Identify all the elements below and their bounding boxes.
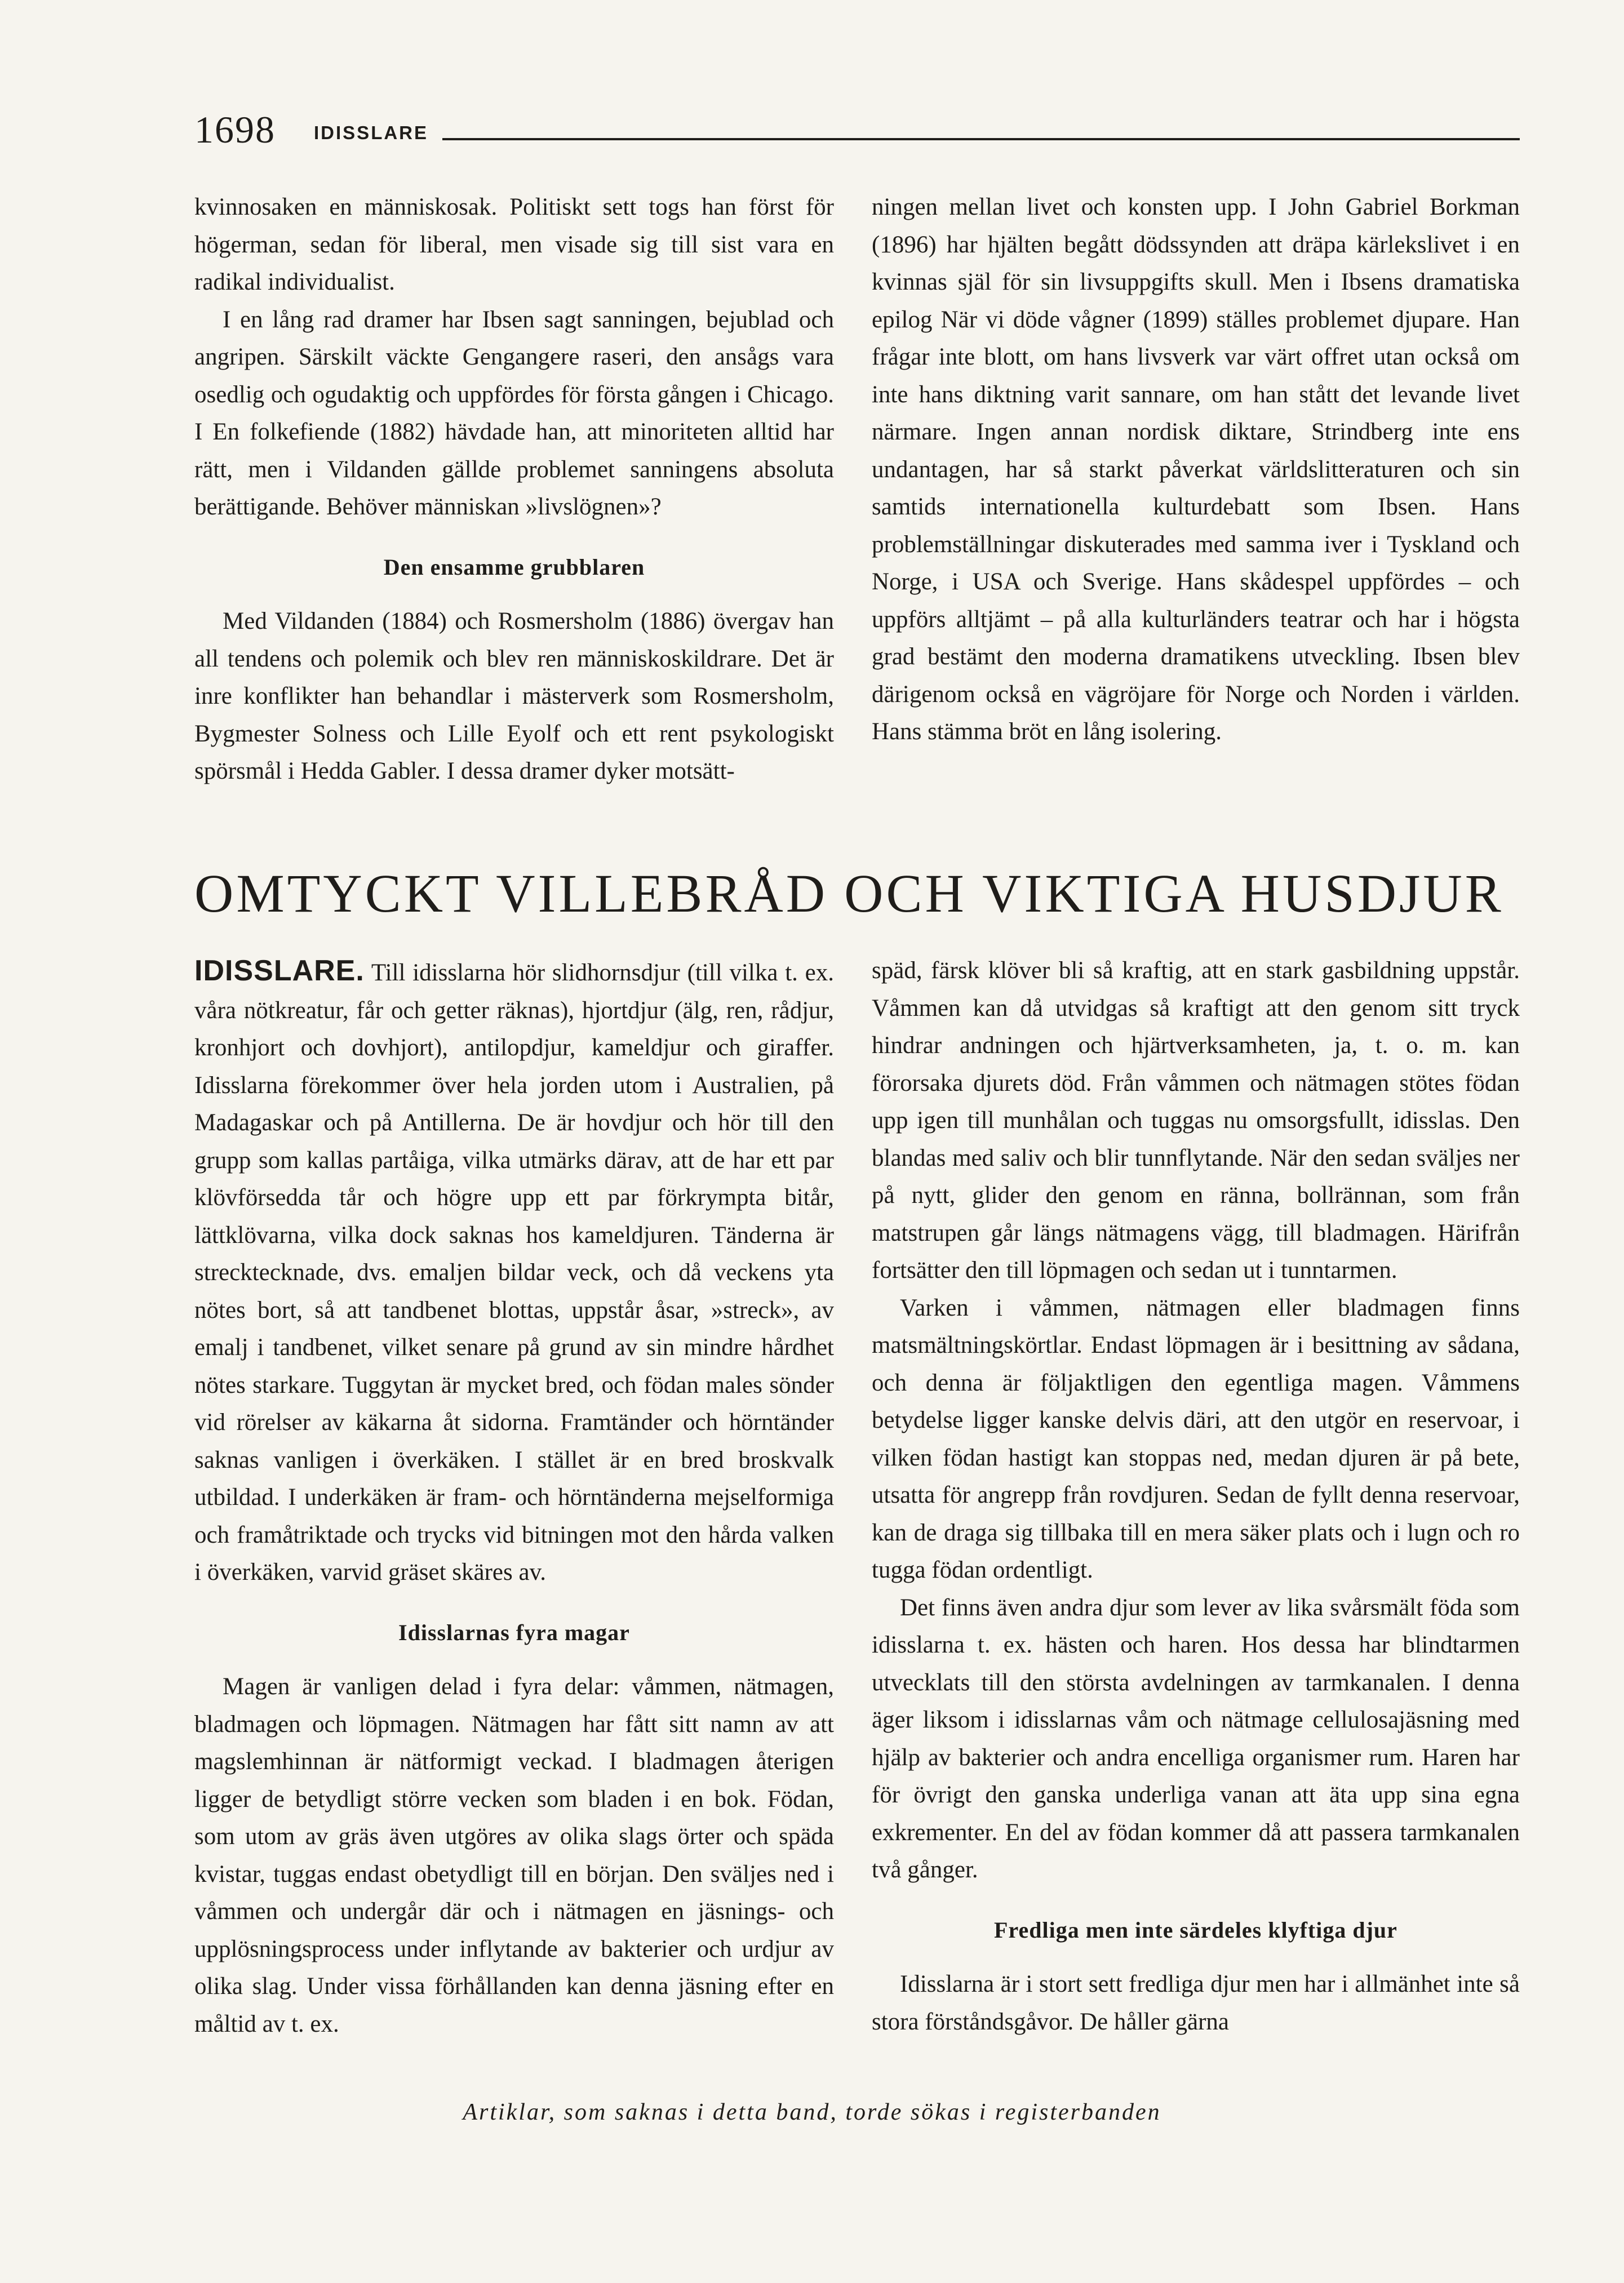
paragraph: Varken i våmmen, nätmagen eller bladmagen finns matsmältningskörtlar. Endast löpmagen är i besittning av sådana, och denna är följaktligen den egentliga magen. Våmmens betydelse ligger kanske delvis däri, att den utgör en reservoar, i vilken födan hastigt kan stoppas ned, medan djuren är på bete, utsatta för angrepp från rovdjuren. Sedan de fyllt denna reservoar, kan de draga sig tillbaka till en mera säker plats och i lugn och ro tugga födan ordentligt. <box>872 1294 1520 1583</box>
subheading: Fredliga men inte särdeles klyftiga djur <box>994 1917 1397 1943</box>
paragraph: kvinnosaken en människosak. Politiskt sett togs han först för högerman, sedan för liberal, men visade sig till sist vara en radikal individualist. <box>194 194 834 295</box>
paragraph: späd, färsk klöver bli så kraftig, att en stark gasbildning uppstår. Våmmen kan då utvidgas så kraftigt att den genom sitt tryck hindrar andningen och hjärtverksamheten, ja, t. o. m. kan förorsaka djurets död. Från våmmen och nätmagen stötes födan upp igen till munhålan och tuggas nu omsorgsfullt, idisslas. Den blandas med saliv och blir tunnflytande. När den sedan sväljes ner på nytt, glider den genom en ränna, bollrännan, som från matstrupen går längs nätmagens vägg, till bladmagen. Härifrån fortsätter den till löpmagen och sedan ut i tunntarmen. <box>872 957 1520 1283</box>
article-title: OMTYCKT VILLEBRÅD OCH VIKTIGA HUSDJUR <box>194 863 1504 923</box>
paragraph: I en lång rad dramer har Ibsen sagt sanningen, bejublad och angripen. Särskilt väckte Gengangere raseri, den ansågs vara osedlig och ogudaktig och uppfördes för första gången i Chicago. I En folkefiende (1882) hävdade han, att minoriteten alltid har rätt, men i Vildanden gällde problemet sanningens absoluta berättigande. Behöver människan »livslögnen»? <box>194 306 834 520</box>
paragraph: Med Vildanden (1884) och Rosmersholm (1886) övergav han all tendens och polemik och blev ren människoskildrare. Det är inre konflikter han behandlar i mästerverk som Rosmersholm, Bygmester Solness och Lille Eyolf och ett rent psykologiskt spörsmål i Hedda Gabler. I dessa dramer dyker motsätt- <box>194 608 834 784</box>
ibsen-left-column <box>194 189 834 790</box>
paragraph: Magen är vanligen delad i fyra delar: våmmen, nätmagen, bladmagen och löpmagen. Nätmagen har fått sitt namn av att magslemhinnan är nätformigt veckad. I bladmagen återigen ligger de betydligt större vecken som bladen i en bok. Födan, som utom av gräs även utgöres av olika slags örter och späda kvistar, tuggas endast obetydligt till en början. Den sväljes ned i våmmen och undergår där och i nätmagen en jäsnings- och upplösningsprocess under inflytande av bakterier och urdjur av olika slag. Under vissa förhållanden kan denna jäsning efter en måltid av t. ex. <box>194 1673 834 2037</box>
header-rule <box>442 138 1520 140</box>
paragraph: ningen mellan livet och konsten upp. I John Gabriel Borkman (1896) har hjälten begått dödssynden att dräpa kärlekslivet i en kvinnas själ för sin livsuppgifts skull. Men i Ibsens dramatiska epilog När vi döde vågner (1899) ställes problemet djupare. Han frågar inte blott, om hans livsverk var värt offret utan också om inte hans diktning varit sannare, om han stått det levande livet närmare. Ingen annan nordisk diktare, Strindberg inte ens undantagen, har så starkt påverkat världslitteraturen och sin samtids internationella kulturdebatt som Ibsen. Hans problemställningar diskuterades med samma iver i Tyskland och Norge, i USA och Sverige. Hans skådespel uppfördes – och uppförs alltjämt – på alla kulturländers teatrar och har i högsta grad bestämt den moderna dramatikens utveckling. Ibsen blev därigenom också en vägröjare för Norge och Norden i världen. Hans stämma bröt en lång isolering. <box>872 194 1520 745</box>
paragraph: Idisslarna är i stort sett fredliga djur men har i allmänhet inte så stora förståndsgåvor. De håller gärna <box>872 1971 1520 2035</box>
article-right-column <box>872 952 1520 2041</box>
page-number: 1698 <box>194 108 276 151</box>
lead-word: IDISSLARE. <box>194 954 365 987</box>
lead-text: Till idisslarna hör slidhornsdjur (till vilka t. ex. våra nötkreatur, får och getter räknas), hjortdjur (älg, ren, rådjur, kronhjort och dovhjort), antilopdjur, kameldjur och giraffer. Idisslarna förekommer över hela jorden utom i Australien, på Madagaskar och på Antillerna. De är hovdjur och hör till den grupp som kallas partåiga, vilka utmärks därav, att de har ett par klövförsedda tår och högre upp ett par förkrympta bitår, lättklövarna, vilka dock saknas hos kameldjuren. Tänderna är strecktecknade, dvs. emaljen bildar veck, och då veckens yta nötes bort, så att tandbenet blottas, uppstår åsar, »streck», av emalj i tandbenet, vilket senare på grund av sin mindre hårdhet nötes starkare. Tuggytan är mycket bred, och födan males sönder vid rörelser av käkarna åt sidorna. Framtänder och hörntänder saknas vanligen i överkäken. I stället är en bred broskvalk utbildad. I underkäken är fram- och hörntänderna mejselformiga och framåtriktade och trycks vid bitningen mot den hårda valken i överkäken, varvid gräset skäres av. <box>194 960 834 1585</box>
lead-paragraph <box>194 952 834 1592</box>
running-head-title: IDISSLARE <box>314 122 429 143</box>
paragraph: Det finns även andra djur som lever av lika svårsmält föda som idisslarna t. ex. hästen och haren. Hos dessa har blindtarmen utvecklats till den största avdelningen av tarmkanalen. I denna äger liksom i idisslarnas våm och nätmage cellulosajäsning med hjälp av bakterier och andra encelliga organismer rum. Haren har för övrigt den ganska underliga vanan att äta upp sina egna exkrementer. En del av födan kommer då att passera tarmkanalen två gånger. <box>872 1594 1520 1883</box>
running-header <box>194 108 1520 151</box>
ibsen-right-column <box>872 189 1520 751</box>
subheading: Idisslarnas fyra magar <box>398 1619 630 1645</box>
subheading: Den ensamme grubblaren <box>383 554 645 580</box>
article-left-column <box>194 952 834 2043</box>
footer-note: Artiklar, som saknas i detta band, torde sökas i registerbanden <box>463 2099 1161 2125</box>
